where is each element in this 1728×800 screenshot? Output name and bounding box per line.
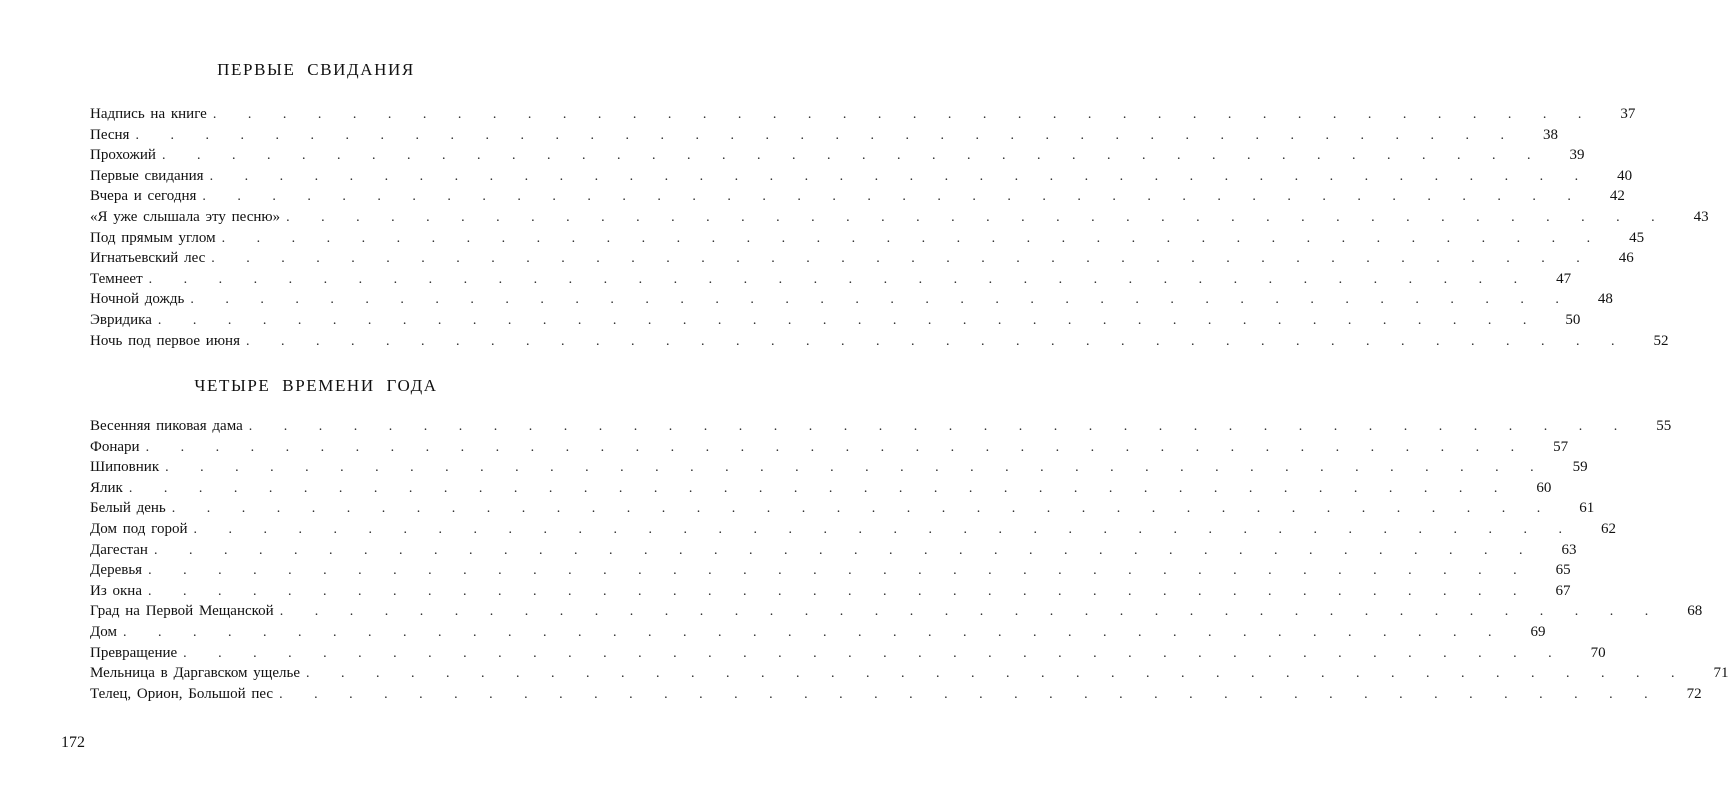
toc-entry-page: 70 — [1590, 644, 1606, 661]
toc-entry-title: Телец, Орион, Большой пес — [90, 684, 279, 705]
toc-entry-title: Превращение — [90, 643, 183, 664]
toc-dot-leader: . . . . . . . . . . . . . . . . . . . . . . . . . . . . . . . . . . . . . . . . — [193, 521, 1576, 537]
toc-entry-title: Дагестан — [90, 540, 154, 561]
toc-entry-page: 48 — [1597, 291, 1613, 308]
toc-entry-title: Ночь под первое июня — [90, 331, 246, 352]
toc-entry-title: Деревья — [90, 560, 148, 581]
toc-entry-page: 68 — [1687, 603, 1703, 620]
toc-entry — [90, 269, 1572, 290]
toc-entry-title: Град на Первой Мещанской — [90, 601, 280, 622]
toc-entry — [90, 663, 1728, 684]
toc-entry-page: 42 — [1609, 188, 1625, 205]
toc-entry — [90, 166, 1633, 187]
toc-entry-page: 52 — [1653, 332, 1669, 349]
toc-dot-leader: . . . . . . . . . . . . . . . . . . . . . . . . . . . . . . . . . . . . . . . . — [122, 624, 1506, 640]
toc-entry-page: 69 — [1530, 623, 1546, 640]
toc-entry — [90, 581, 1571, 602]
toc-dot-leader: . . . . . . . . . . . . . . . . . . . . . . . . . . . . . . . . . . . . . . . . — [202, 189, 1585, 205]
toc-entry-page: 43 — [1693, 208, 1709, 225]
toc-entry — [90, 457, 1588, 478]
toc-dot-leader: . . . . . . . . . . . . . . . . . . . . . . . . . . . . . . . . . . . . . . . . — [221, 230, 1605, 246]
toc-entry-title: Мельница в Даргавском ущелье — [90, 663, 306, 684]
toc-entry — [90, 540, 1577, 561]
toc-entry-title: Прохожий — [90, 145, 162, 166]
toc-dot-leader: . . . . . . . . . . . . . . . . . . . . . . . . . . . . . . . . . . . . . . . . — [211, 251, 1594, 267]
toc-entry-title: Вчера и сегодня — [90, 186, 202, 207]
toc-dot-leader: . . . . . . . . . . . . . . . . . . . . . . . . . . . . . . . . . . . . . . . . — [190, 292, 1573, 308]
toc-entry-title: Первые свидания — [90, 166, 210, 187]
toc-entry-page: 40 — [1617, 167, 1633, 184]
toc-entry-title: Ночной дождь — [90, 289, 190, 310]
toc-dot-leader: . . . . . . . . . . . . . . . . . . . . . . . . . . . . . . . . . . . . . . . . — [135, 127, 1518, 143]
toc-dot-leader: . . . . . . . . . . . . . . . . . . . . . . . . . . . . . . . . . . . . . . . . — [165, 460, 1548, 476]
toc-entry — [90, 519, 1616, 540]
toc-entry-page: 55 — [1656, 418, 1672, 434]
toc-dot-leader: . . . . . . . . . . . . . . . . . . . . . . . . . . . . . . . . . . . . . . . . — [209, 168, 1593, 184]
toc-entry-title: «Я уже слышала эту песню» — [90, 207, 286, 228]
toc-entry — [90, 248, 1634, 269]
toc-entry-page: 39 — [1569, 147, 1585, 164]
toc-entry — [90, 145, 1585, 166]
toc-entry — [90, 498, 1595, 519]
toc-entry-title: Темнеет — [90, 269, 149, 290]
toc-dot-leader: . . . . . . . . . . . . . . . . . . . . . . . . . . . . . . . . . . . . . . . . — [245, 333, 1629, 349]
toc-entry-page: 46 — [1618, 250, 1634, 267]
toc-entry-title: Дом — [90, 622, 123, 643]
toc-entry-page: 72 — [1686, 685, 1702, 702]
toc-dot-leader: . . . . . . . . . . . . . . . . . . . . . . . . . . . . . . . . . . . . . . . . — [279, 686, 1662, 702]
toc-entry-title: Шиповник — [90, 457, 165, 478]
toc-entry-title: Под прямым углом — [90, 228, 222, 249]
toc-dot-leader: . . . . . . . . . . . . . . . . . . . . . . . . . . . . . . . . . . . . . . . . — [148, 271, 1532, 287]
toc-list-four-seasons — [90, 416, 1728, 704]
toc-entry-title: Дом под горой — [90, 519, 193, 540]
toc-entry-title: Из окна — [90, 581, 148, 602]
toc-entry — [90, 478, 1552, 499]
toc-dot-leader: . . . . . . . . . . . . . . . . . . . . . . . . . . . . . . . . . . . . . . . . — [153, 542, 1537, 558]
toc-dot-leader: . . . . . . . . . . . . . . . . . . . . . . . . . . . . . . . . . . . . . . . . — [212, 107, 1596, 122]
toc-entry — [90, 684, 1702, 705]
toc-dot-leader: . . . . . . . . . . . . . . . . . . . . . . . . . . . . . . . . . . . . . . . . — [157, 312, 1541, 328]
toc-entry-title: Ялик — [90, 478, 129, 499]
toc-entry — [90, 643, 1606, 664]
toc-entry — [90, 289, 1613, 310]
toc-dot-leader: . . . . . . . . . . . . . . . . . . . . . . . . . . . . . . . . . . . . . . . . — [161, 148, 1545, 164]
toc-entry-page: 63 — [1561, 541, 1577, 558]
toc-dot-leader: . . . . . . . . . . . . . . . . . . . . . . . . . . . . . . . . . . . . . . . . — [147, 583, 1531, 599]
toc-entry-page: 45 — [1629, 229, 1645, 246]
toc-dot-leader: . . . . . . . . . . . . . . . . . . . . . . . . . . . . . . . . . . . . . . . . — [171, 501, 1555, 517]
toc-dot-leader: . . . . . . . . . . . . . . . . . . . . . . . . . . . . . . . . . . . . . . . . — [145, 439, 1529, 455]
toc-list-first-dates — [90, 104, 1709, 351]
toc-entry — [90, 601, 1703, 622]
toc-entry-page: 62 — [1600, 520, 1616, 537]
toc-entry — [90, 622, 1546, 643]
toc-entry — [90, 560, 1571, 581]
toc-entry-title: Песня — [90, 125, 135, 146]
toc-entry — [90, 331, 1669, 352]
toc-dot-leader: . . . . . . . . . . . . . . . . . . . . . . . . . . . . . . . . . . . . . . . . — [248, 419, 1632, 434]
toc-entry-page: 50 — [1565, 311, 1581, 328]
toc-entry-title: Эвридика — [90, 310, 158, 331]
toc-entry — [90, 125, 1558, 146]
toc-entry-page: 38 — [1542, 126, 1558, 143]
toc-dot-leader: . . . . . . . . . . . . . . . . . . . . . . . . . . . . . . . . . . . . . . . . — [183, 645, 1566, 661]
toc-entry — [90, 104, 1636, 125]
toc-entry-title: Игнатьевский лес — [90, 248, 211, 269]
toc-entry-page: 57 — [1553, 438, 1569, 455]
toc-entry — [90, 228, 1645, 249]
toc-entry — [90, 310, 1581, 331]
page-number: 172 — [61, 734, 85, 751]
toc-entry-page: 71 — [1713, 665, 1728, 682]
toc-dot-leader: . . . . . . . . . . . . . . . . . . . . . . . . . . . . . . . . . . . . . . . . — [286, 209, 1669, 225]
toc-entry-title: Фонари — [90, 437, 146, 458]
toc-entry-page: 61 — [1579, 500, 1595, 517]
toc-dot-leader: . . . . . . . . . . . . . . . . . . . . . . . . . . . . . . . . . . . . . . . . — [128, 480, 1512, 496]
toc-entry — [90, 437, 1569, 458]
toc-entry-page: 60 — [1536, 479, 1552, 496]
toc-entry-page: 59 — [1572, 459, 1588, 476]
toc-entry-title: Белый день — [90, 498, 172, 519]
toc-entry-page: 37 — [1620, 106, 1636, 122]
toc-entry-page: 67 — [1555, 582, 1571, 599]
toc-dot-leader: . . . . . . . . . . . . . . . . . . . . . . . . . . . . . . . . . . . . . . . . — [148, 563, 1531, 579]
toc-entry-title: Надпись на книге — [90, 104, 213, 125]
toc-entry-page: 47 — [1556, 270, 1572, 287]
section-title-first-dates: ПЕРВЫЕ СВИДАНИЯ — [217, 60, 415, 79]
toc-entry — [90, 416, 1672, 437]
toc-entry — [90, 186, 1625, 207]
toc-entry-page: 65 — [1555, 562, 1571, 579]
toc-entry-title: Весенняя пиковая дама — [90, 416, 249, 437]
section-title-four-seasons: ЧЕТЫРЕ ВРЕМЕНИ ГОДА — [194, 376, 438, 395]
toc-dot-leader: . . . . . . . . . . . . . . . . . . . . . . . . . . . . . . . . . . . . . . . . — [305, 666, 1689, 682]
toc-dot-leader: . . . . . . . . . . . . . . . . . . . . . . . . . . . . . . . . . . . . . . . . — [279, 604, 1663, 620]
toc-entry — [90, 207, 1709, 228]
